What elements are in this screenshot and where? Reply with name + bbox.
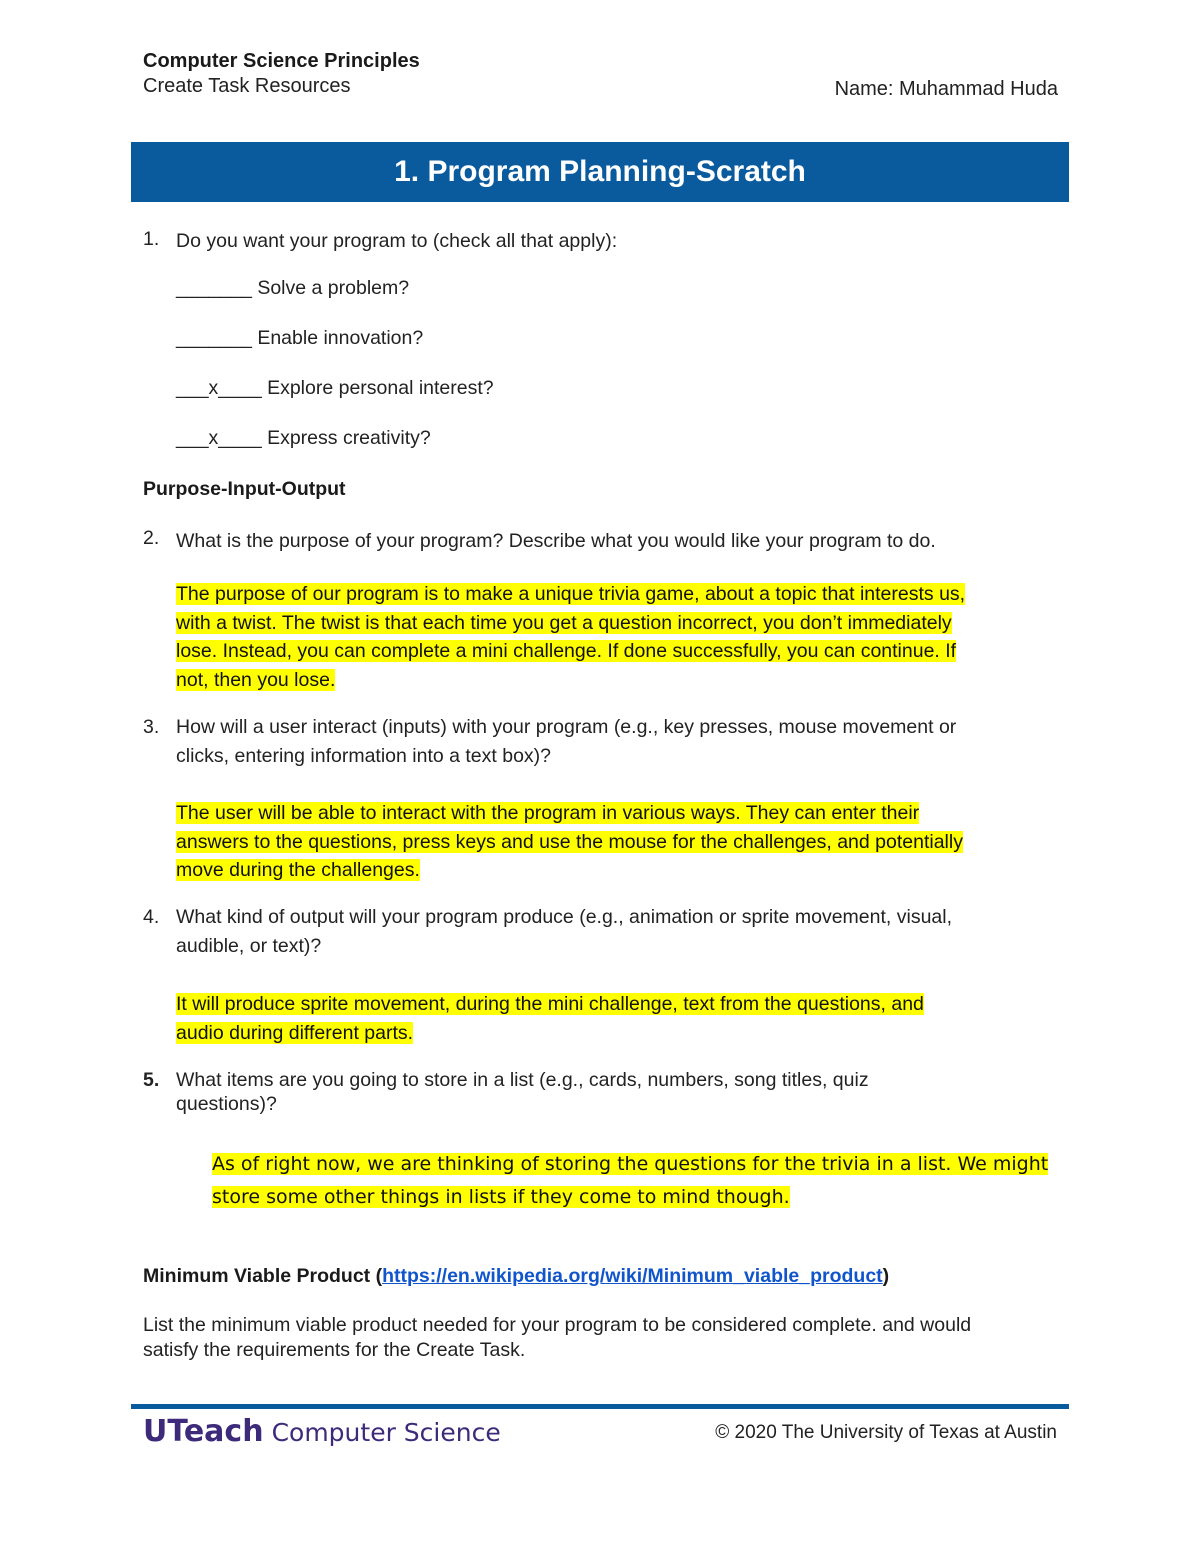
answer-5 (212, 1148, 1062, 1214)
document-subtitle: Create Task Resources (143, 75, 351, 97)
mvp-instructions-line: List the minimum viable product needed for your program to be considered complete. and would (143, 1314, 972, 1336)
question-5-number: 5. (143, 1069, 160, 1091)
question-4-number: 4. (143, 906, 160, 928)
mvp-instructions-line: satisfy the requirements for the Create Task. (143, 1339, 526, 1361)
question-4-text (176, 903, 1056, 961)
answer-3-line: move during the challenges. (176, 859, 420, 882)
question-4-line: What kind of output will your program produce (e.g., animation or sprite movement, visual, (176, 906, 953, 928)
answer-3 (176, 799, 1061, 885)
question-3-line: clicks, entering information into a text box)? (176, 745, 552, 767)
answer-2-line: lose. Instead, you can complete a mini challenge. If done successfully, you can continue. If (176, 640, 957, 663)
question-2-text: What is the purpose of your program? Describe what you would like your program to do. (176, 530, 936, 552)
question-5-text (176, 1068, 1056, 1116)
answer-4-line: It will produce sprite movement, during the mini challenge, text from the questions, and (176, 993, 924, 1015)
option-explore-interest: ___x____ Explore personal interest? (176, 377, 494, 399)
mvp-heading-text: Minimum Viable Product ( (143, 1265, 383, 1287)
uteach-logo (143, 1414, 501, 1454)
logo-bold-text: UTeach (143, 1414, 264, 1449)
mvp-heading-end: ) (882, 1265, 890, 1287)
question-1-text: Do you want your program to (check all that apply): (176, 230, 618, 252)
answer-5-line: As of right now, we are thinking of storing the questions for the trivia in a list. We might (212, 1153, 1049, 1175)
answer-2-line: not, then you lose. (176, 668, 336, 691)
mvp-wikipedia-link[interactable]: https://en.wikipedia.org/wiki/Minimum_viable_product (382, 1265, 883, 1287)
question-3-text (176, 713, 1056, 771)
answer-4 (176, 990, 1061, 1047)
answer-5-line: store some other things in lists if they come to mind though. (212, 1186, 790, 1208)
question-3-number: 3. (143, 716, 160, 738)
answer-2-line: with a twist. The twist is that each time you get a question incorrect, you don’t immediately (176, 611, 952, 634)
section-heading-purpose-input-output: Purpose-Input-Output (143, 478, 346, 500)
option-express-creativity: ___x____ Express creativity? (176, 427, 431, 449)
question-5-line: What items are you going to store in a list (e.g., cards, numbers, song titles, quiz (176, 1069, 869, 1091)
option-solve-problem: _______ Solve a problem? (176, 277, 410, 299)
section-banner: 1. Program Planning-Scratch (131, 142, 1069, 202)
answer-3-line: The user will be able to interact with the program in various ways. They can enter their (176, 802, 920, 824)
mvp-instructions (143, 1313, 1063, 1363)
question-2-number: 2. (143, 527, 160, 549)
logo-light-text: Computer Science (271, 1418, 501, 1447)
question-1-number: 1. (143, 228, 160, 250)
question-5-line: questions)? (176, 1093, 277, 1115)
answer-2-line: The purpose of our program is to make a unique trivia game, about a topic that interests us, (176, 583, 966, 605)
answer-2 (176, 580, 1061, 694)
copyright-notice: © 2020 The University of Texas at Austin (715, 1422, 1057, 1443)
answer-3-line: answers to the questions, press keys and use the mouse for the challenges, and potentially (176, 830, 963, 853)
question-4-line: audible, or text)? (176, 935, 322, 957)
footer-divider (131, 1404, 1069, 1409)
answer-4-line: audio during different parts. (176, 1021, 414, 1044)
mvp-heading (143, 1265, 889, 1288)
option-enable-innovation: _______ Enable innovation? (176, 327, 424, 349)
question-3-line: How will a user interact (inputs) with your program (e.g., key presses, mouse movement or (176, 716, 957, 738)
student-name: Name: Muhammad Huda (834, 78, 1058, 100)
course-title: Computer Science Principles (143, 50, 420, 72)
